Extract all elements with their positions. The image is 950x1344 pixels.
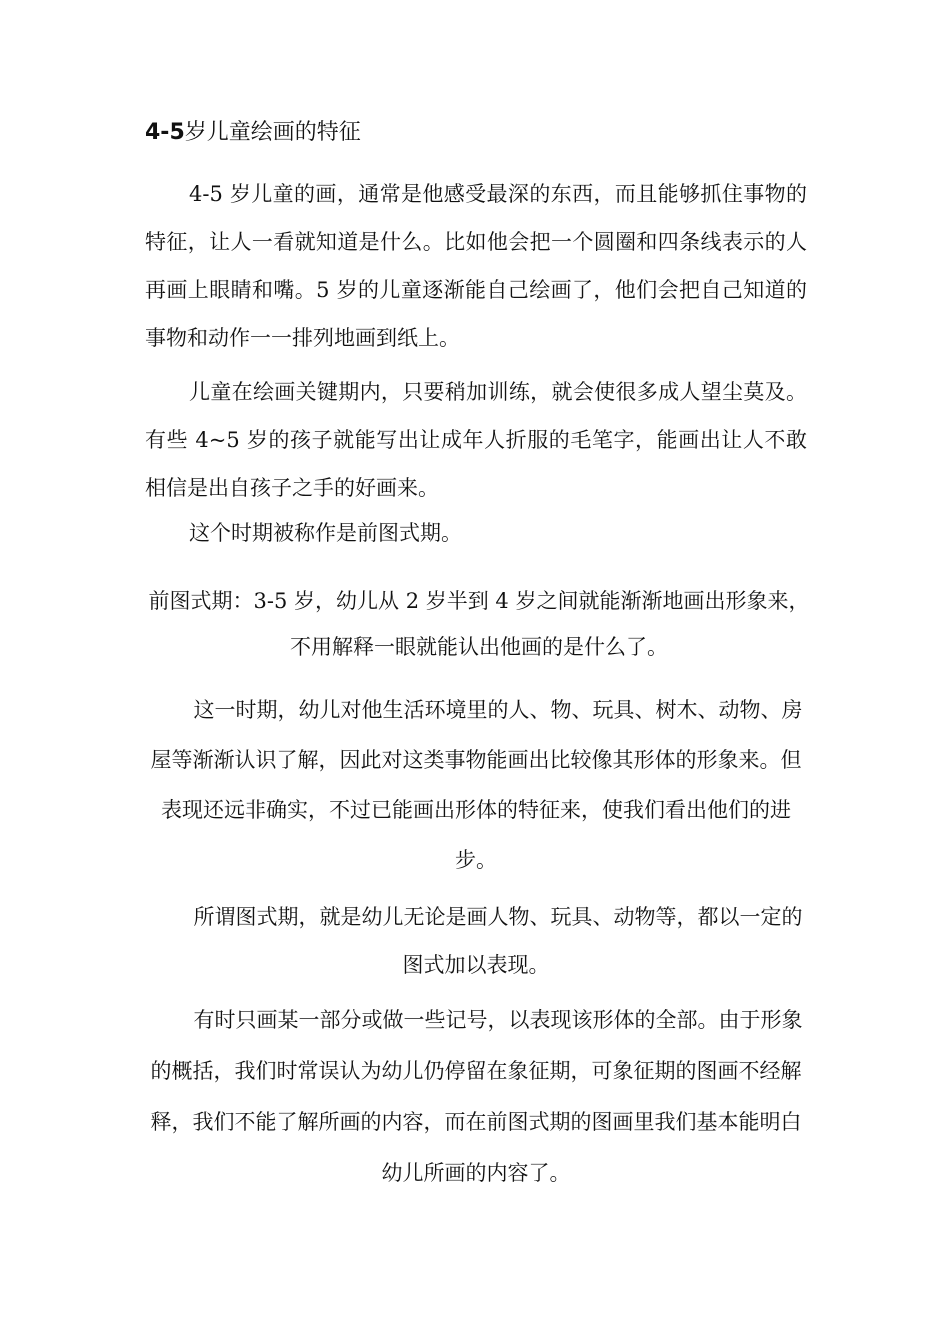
paragraph-6: 所谓图式期，就是幼儿无论是画人物、玩具、动物等，都以一定的图式加以表现。 bbox=[193, 905, 803, 977]
paragraph-2: 儿童在绘画关键期内，只要稍加训练，就会使很多成人望尘莫及。有些 4~5 岁的孩子就能写出让成年人折服的毛笔字，能画出让人不敢相信是出自孩子之手的好画来。 bbox=[145, 380, 807, 500]
paragraph-4: 前图式期：3-5 岁，幼儿从 2 岁半到 4 岁之间就能渐渐地画出形象来，不用解释一眼就能认出他画的是什么了。 bbox=[148, 589, 810, 659]
paragraph-3: 这个时期被称作是前图式期。 bbox=[189, 521, 462, 545]
document-title bbox=[145, 117, 805, 149]
paragraph-7: 有时只画某一部分或做一些记号，以表现该形体的全部。由于形象的概括，我们时常误认为幼儿仍停留在象征期，可象征期的图画不经解释，我们不能了解所画的内容，而在前图式期的图画里我们基本能明白幼儿所画的内容了。 bbox=[150, 1008, 803, 1185]
paragraph-5: 这一时期，幼儿对他生活环境里的人、物、玩具、树木、动物、房屋等渐渐认识了解，因此对这类事物能画出比较像其形体的形象来。但表现还远非确实，不过已能画出形体的特征来，使我们看出他们的进步。 bbox=[150, 698, 803, 872]
paragraph-1: 4-5 岁儿童的画，通常是他感受最深的东西，而且能够抓住事物的特征，让人一看就知道是什么。比如他会把一个圆圈和四条线表示的人再画上眼睛和嘴。5 岁的儿童逐渐能自己绘画了，他们会把自己知道的事物和动作一一排列地画到纸上。 bbox=[145, 182, 807, 350]
title-number: 4-5 bbox=[145, 120, 185, 145]
title-text: 岁儿童绘画的特征 bbox=[184, 120, 361, 145]
